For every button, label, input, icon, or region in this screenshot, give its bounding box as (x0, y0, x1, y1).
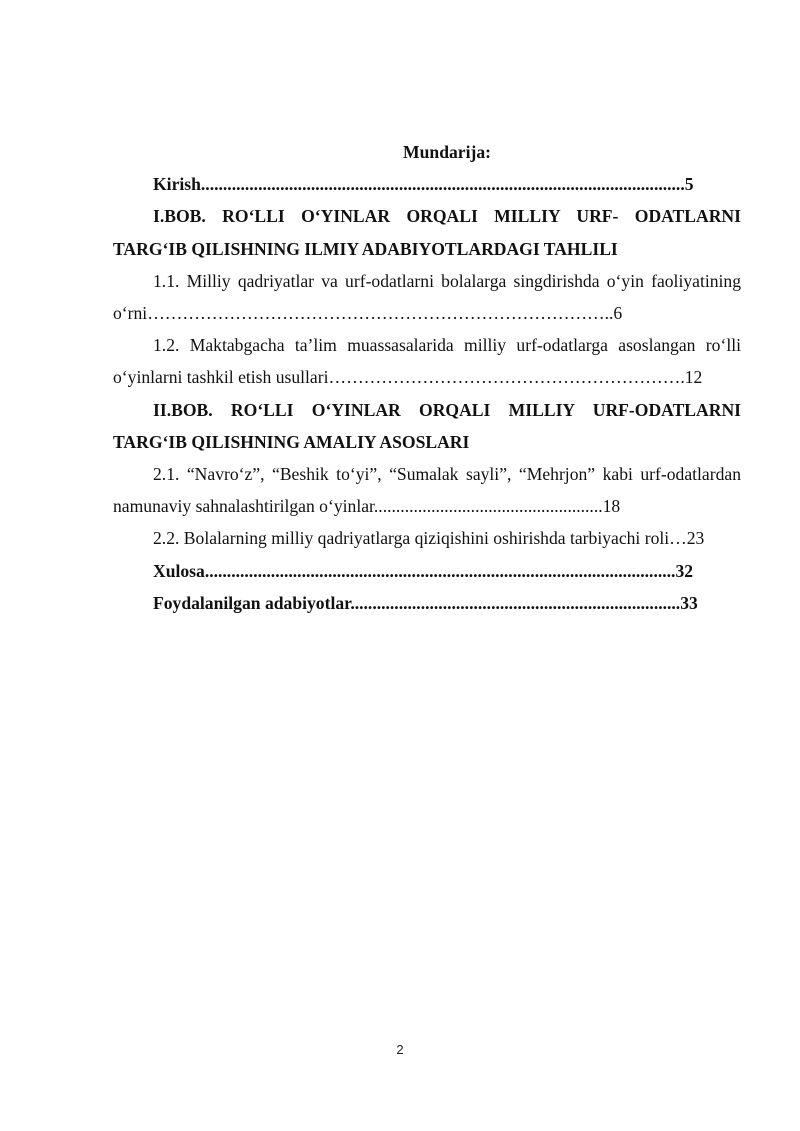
toc-entry-chapter-2: II.BOB. RO‘LLI O‘YINLAR ORQALI MILLIY URF-ODATLARNI TARG‘IB QILISHNING AMALIY ASOSLARI (113, 399, 741, 452)
toc-entry-section-1-2: 1.2. Maktabgacha ta’lim muassasalarida milliy urf-odatlarga asoslangan ro‘lli o‘yinlarni tashkil etish usullari…………………………………………………….12 (113, 335, 741, 388)
toc-entry-kirish: Kirish..............................................................................................................5 (153, 174, 694, 195)
toc-entry-section-2-2: 2.2. Bolalarning milliy qadriyatlarga qiziqishini oshirishda tarbiyachi roli…23 (153, 528, 705, 549)
toc-entry-section-2-1: 2.1. “Navro‘z”, “Beshik to‘yi”, “Sumalak sayli”, “Mehrjon” kabi urf-odatlardan namunaviy sahnalashtirilgan o‘yinlar....................................................18 (113, 464, 741, 517)
toc-entry-xulosa: Xulosa...........................................................................................................32 (153, 560, 694, 581)
page-number: 2 (396, 1042, 404, 1057)
toc-entry-section-1-1: 1.1. Milliy qadriyatlar va urf-odatlarni bolalarga singdirishda o‘yin faoliyatining o‘rni……………………………………………………………………..6 (113, 270, 741, 324)
toc-title: Mundarija: (403, 142, 491, 162)
table-of-contents (113, 136, 741, 619)
toc-entry-chapter-1: I.BOB. RO‘LLI O‘YINLAR ORQALI MILLIY URF- ODATLARNI TARG‘IB QILISHNING ILMIY ADABIYOTLARDAGI TAHLILI (113, 206, 741, 259)
toc-entry-adabiyotlar: Foydalanilgan adabiyotlar...........................................................................33 (153, 592, 698, 613)
